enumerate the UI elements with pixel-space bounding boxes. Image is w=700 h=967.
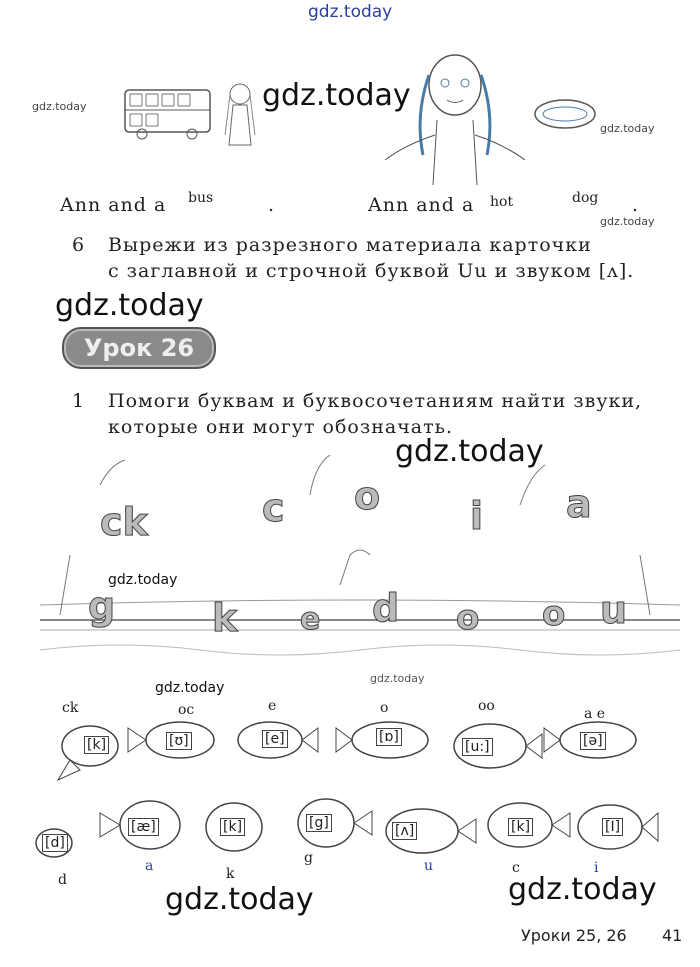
sentence-right-answer-1: hot	[490, 194, 514, 210]
watermark: gdz.today	[370, 672, 425, 685]
watermark: gdz.today	[600, 215, 655, 228]
letter-card: g	[88, 584, 116, 628]
watermark: gdz.today	[600, 122, 655, 135]
letter-card: a	[566, 482, 592, 526]
fish-sound: [k]	[84, 736, 109, 754]
letter-card: ck	[100, 500, 148, 544]
fish-sound: [e]	[262, 730, 288, 748]
top-watermark: gdz.today	[308, 2, 393, 22]
letter-card: c	[262, 486, 285, 530]
fish-sound: [I]	[602, 818, 623, 836]
fish-answer: oo	[478, 698, 495, 714]
watermark: gdz.today	[395, 434, 544, 469]
letter-card: d	[372, 586, 400, 630]
fish-answer: e	[268, 698, 277, 714]
letter-card: o	[542, 594, 566, 634]
letter-card: e	[300, 602, 321, 637]
watermark: gdz.today	[55, 288, 204, 323]
sentence-left-prefix: Ann and a	[60, 194, 167, 216]
watermark: gdz.today	[165, 882, 314, 917]
fish-sound: [ə]	[580, 732, 606, 750]
exercise-6-line1: Вырежи из разрезного материала карточки	[108, 234, 592, 256]
fish-answer: a	[145, 858, 154, 874]
fish-answer: u	[424, 858, 434, 874]
hotdog-illustration	[530, 92, 600, 137]
fish-sound: [d]	[42, 834, 68, 852]
sentence-right-prefix: Ann and a	[368, 194, 475, 216]
sentence-left-answer: bus	[188, 190, 214, 206]
letter-card: i	[470, 494, 484, 538]
watermark: gdz.today	[32, 100, 87, 113]
fish-answer: o	[380, 700, 389, 716]
fish-sound: [ʊ]	[166, 732, 192, 750]
fish-answer: a e	[584, 706, 606, 722]
watermark: gdz.today	[155, 680, 225, 696]
fish-answer: g	[304, 850, 313, 866]
letter-card: o	[456, 598, 480, 638]
fish-answer: i	[594, 860, 599, 876]
fish-sound: [g]	[306, 814, 332, 832]
fish-answer: oc	[178, 702, 195, 718]
exercise-6-number: 6	[72, 234, 86, 256]
fish-sound: [æ]	[128, 818, 159, 836]
girl-small-illustration	[215, 80, 265, 150]
fish-sound: [ɒ]	[376, 728, 402, 746]
watermark: gdz.today	[108, 572, 178, 588]
fish-row-2-shapes	[30, 795, 670, 865]
exercise-1-number: 1	[72, 390, 86, 412]
sentence-left-dot: .	[268, 194, 276, 216]
exercise-1-line1: Помоги буквам и буквосочетаниям найти звуки,	[108, 390, 643, 412]
fish-sound: [u:]	[462, 738, 493, 756]
fish-answer: ck	[62, 700, 79, 716]
sentence-right-answer-2: dog	[572, 190, 599, 206]
exercise-1-line2: которые они могут обозначать.	[108, 416, 453, 438]
sentence-right-dot: .	[632, 194, 640, 216]
watermark: gdz.today	[262, 78, 411, 113]
letter-card: u	[600, 588, 628, 632]
fish-sound: [k]	[220, 818, 245, 836]
footer-lessons: Уроки 25, 26	[521, 926, 627, 945]
lesson-badge: Урок 26	[62, 327, 216, 369]
letter-card: o	[354, 474, 381, 518]
fish-answer: k	[226, 866, 235, 882]
fish-sound: [k]	[508, 818, 533, 836]
watermark: gdz.today	[508, 872, 657, 907]
letter-card: k	[212, 596, 238, 640]
fish-answer: c	[512, 860, 520, 876]
exercise-6-line2: с заглавной и строчной буквой Uu и звуком [ʌ].	[108, 260, 635, 282]
fish-answer: d	[58, 872, 67, 888]
fish-row-1-shapes	[50, 718, 660, 788]
bus-illustration	[120, 82, 220, 142]
fish-sound: [ʌ]	[392, 822, 417, 840]
page-number: 41	[662, 926, 683, 945]
